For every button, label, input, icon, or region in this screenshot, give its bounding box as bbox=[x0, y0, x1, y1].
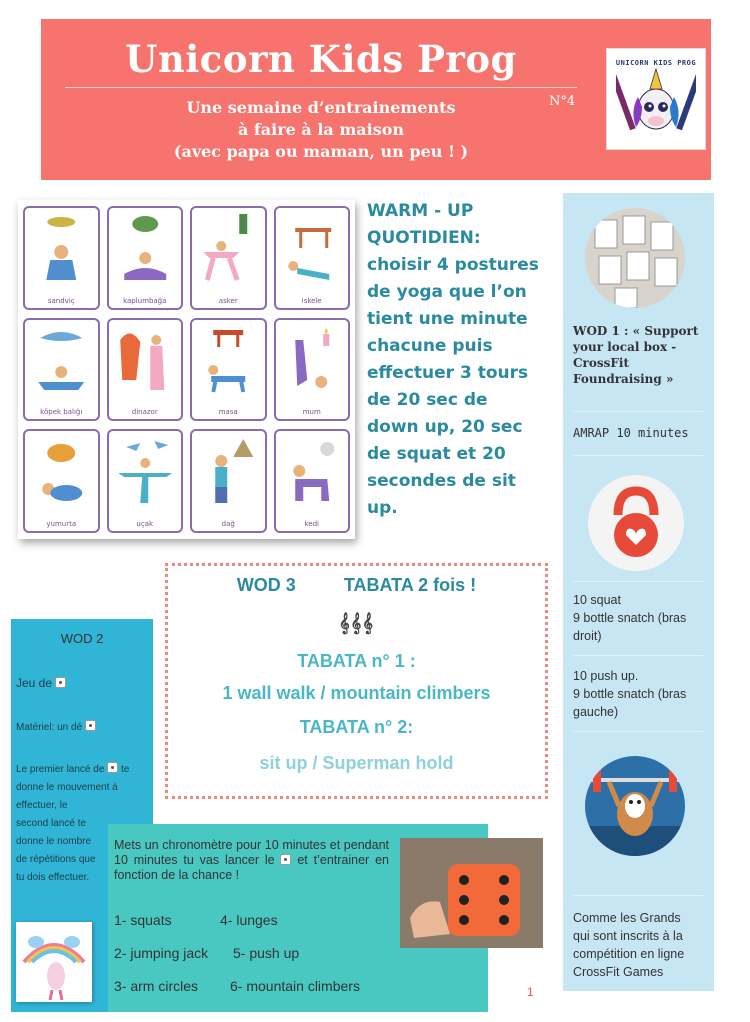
wod1-line: 10 squat bbox=[573, 593, 621, 607]
subtitle-line: à faire à la maison bbox=[237, 120, 405, 139]
dice-move-item: 5- push up bbox=[233, 945, 300, 961]
divider bbox=[573, 731, 703, 732]
wod2-rule-line: donne le nombre bbox=[16, 836, 92, 847]
wod1-block bbox=[573, 667, 711, 721]
warmup-line: chacune puis bbox=[367, 336, 493, 356]
warmup-line: de yoga que l’on bbox=[367, 282, 527, 302]
wod1-title-line: Foundraising » bbox=[573, 372, 674, 386]
divider bbox=[573, 455, 703, 456]
yoga-pose-illustration bbox=[109, 208, 182, 293]
warmup-line: choisir 4 postures bbox=[367, 255, 539, 275]
kettlebell-icon bbox=[588, 475, 684, 571]
page-title: Unicorn Kids Prog bbox=[125, 37, 517, 81]
wod2-rule-line: effectuer, le bbox=[16, 800, 68, 811]
yoga-card bbox=[190, 429, 267, 533]
header-banner bbox=[41, 19, 711, 180]
wod1-note-line: Comme les Grands bbox=[573, 911, 681, 925]
dice-move-item: 6- mountain climbers bbox=[230, 978, 360, 994]
wod3-box bbox=[165, 563, 548, 799]
yoga-pose-illustration bbox=[192, 320, 265, 405]
yoga-card bbox=[23, 429, 100, 533]
wod3-title: WOD 3 bbox=[236, 575, 296, 595]
warmup-text bbox=[367, 198, 552, 522]
wod2-jeu-label: Jeu de bbox=[16, 676, 53, 690]
wod1-line: 9 bottle snatch (bras bbox=[573, 611, 687, 625]
dice-move-item: 1- squats bbox=[114, 912, 172, 928]
wod2-rule-text: Le premier lancé de bbox=[16, 764, 105, 775]
yoga-caption: kedi bbox=[304, 519, 319, 528]
subtitle-line: Une semaine d’entrainements bbox=[186, 98, 456, 117]
warmup-line: QUOTIDIEN: bbox=[367, 228, 481, 248]
yoga-pose-illustration bbox=[276, 320, 349, 405]
yoga-pose-illustration bbox=[276, 431, 349, 516]
yoga-card bbox=[190, 206, 267, 310]
foam-dice-icon bbox=[400, 838, 543, 948]
yoga-caption: kaplumbağa bbox=[123, 296, 167, 305]
wod2-materiel bbox=[16, 719, 96, 737]
warmup-line: effectuer 3 tours bbox=[367, 363, 529, 383]
yoga-card bbox=[23, 206, 100, 310]
wod1-title-line: your local box - bbox=[573, 340, 677, 354]
instructions-text-part: Mets un chronomètre pour 10 minutes et pendant 10 minutes tu vas lancer le bbox=[114, 838, 389, 867]
yoga-card bbox=[274, 206, 351, 310]
warmup-line: down up, 20 sec bbox=[367, 417, 523, 437]
tabata2-title: TABATA n° 2: bbox=[299, 717, 414, 737]
warmup-line: tient une minute bbox=[367, 309, 528, 329]
yoga-caption: masa bbox=[218, 408, 238, 417]
amrap-label: AMRAP 10 minutes bbox=[573, 426, 689, 440]
yoga-card bbox=[190, 318, 267, 422]
yoga-caption: mum bbox=[302, 408, 321, 417]
dice-photo bbox=[400, 838, 543, 948]
unicorn-head-icon bbox=[616, 67, 696, 145]
yoga-caption: iskele bbox=[301, 296, 322, 305]
exercise-cards-icon bbox=[585, 208, 685, 308]
wod1-title-line: WOD 1 : « Support bbox=[573, 324, 699, 338]
wod1-line: 10 push up. bbox=[573, 669, 639, 683]
yoga-poses-grid bbox=[18, 200, 355, 539]
wod2-jeu bbox=[16, 674, 66, 692]
yoga-pose-illustration bbox=[276, 208, 349, 293]
yoga-pose-illustration bbox=[109, 320, 182, 405]
yoga-pose-illustration bbox=[25, 208, 98, 293]
wod2-rule-line: tu dois effectuer. bbox=[16, 872, 90, 883]
yoga-pose-illustration bbox=[25, 431, 98, 516]
wod1-note-line: compétition en ligne bbox=[573, 947, 685, 961]
wod1-note-line: qui sont inscrits à la bbox=[573, 929, 683, 943]
tabata1-title: TABATA n° 1 : bbox=[297, 651, 416, 671]
warmup-line: up. bbox=[367, 498, 398, 518]
yoga-card bbox=[274, 318, 351, 422]
wod1-line: 9 bottle snatch (bras bbox=[573, 687, 687, 701]
page-subtitle bbox=[101, 97, 541, 163]
unicorn-rainbow-image bbox=[16, 922, 92, 1002]
instructions-text-part: et t’entrainer en fonction de la chance ! bbox=[114, 853, 389, 882]
yoga-caption: dağ bbox=[221, 519, 235, 528]
dice-move-item: 2- jumping jack bbox=[114, 945, 209, 961]
wod3-subtitle: TABATA 2 fois ! bbox=[343, 575, 477, 595]
tabata1-body: 1 wall walk / mountain climbers bbox=[222, 683, 491, 703]
unicorn-logo bbox=[606, 48, 706, 150]
wod2-rule-line: Le premier lancé de te bbox=[16, 764, 130, 775]
wod2-materiel-label: Matériel: un dé bbox=[16, 722, 83, 733]
wod2-rule-line: de répétitions que bbox=[16, 854, 96, 865]
yoga-card bbox=[107, 206, 184, 310]
wod1-block bbox=[573, 591, 711, 645]
dice-icon bbox=[107, 762, 118, 773]
yoga-pose-illustration bbox=[192, 208, 265, 293]
title-rule bbox=[65, 87, 577, 88]
yoga-card bbox=[274, 429, 351, 533]
wod1-line: gauche) bbox=[573, 705, 619, 719]
warmup-line: secondes de sit bbox=[367, 471, 516, 491]
wod1-note bbox=[573, 909, 711, 981]
yoga-pose-illustration bbox=[192, 431, 265, 516]
dice-icon bbox=[280, 854, 291, 865]
yoga-pose-illustration bbox=[109, 431, 182, 516]
kettlebell-photo bbox=[588, 475, 684, 571]
wod2-rule-line: second lancé te bbox=[16, 818, 87, 829]
issue-number: N°4 bbox=[549, 94, 576, 109]
unicorn-rainbow-icon bbox=[16, 922, 92, 1002]
subtitle-line: (avec papa ou maman, un peu ! ) bbox=[173, 142, 469, 161]
wod2-title: WOD 2 bbox=[60, 631, 104, 646]
warmup-line: WARM - UP bbox=[367, 201, 474, 221]
yoga-caption: asker bbox=[218, 296, 238, 305]
music-notes-icon: 𝄞𝄞𝄞 bbox=[339, 613, 374, 633]
page-number: 1 bbox=[527, 985, 534, 999]
yoga-card bbox=[107, 318, 184, 422]
yoga-caption: dinazor bbox=[131, 408, 158, 417]
warmup-line: de squat et 20 bbox=[367, 444, 506, 464]
yoga-caption: sandviç bbox=[47, 296, 75, 305]
weightlifting-photo bbox=[585, 756, 685, 856]
cards-photo bbox=[585, 208, 685, 308]
divider bbox=[573, 411, 703, 412]
warmup-line: de 20 sec de bbox=[367, 390, 488, 410]
yoga-card bbox=[23, 318, 100, 422]
wod1-title-line: CrossFit bbox=[573, 356, 630, 370]
divider bbox=[573, 581, 703, 582]
wod3-header bbox=[168, 575, 545, 596]
dice-icon bbox=[85, 720, 96, 731]
instructions-text bbox=[114, 838, 389, 883]
wod1-column bbox=[563, 193, 714, 991]
logo-text: UNICORN KIDS PROG bbox=[615, 59, 697, 67]
wod2-rule-line: donne le mouvement à bbox=[16, 782, 118, 793]
yoga-caption: köpek balığı bbox=[40, 408, 83, 417]
dice-move-item: 3- arm circles bbox=[114, 978, 199, 994]
divider bbox=[573, 655, 703, 656]
dice-move-item: 4- lunges bbox=[220, 912, 278, 928]
yoga-caption: uçak bbox=[136, 519, 154, 528]
dice-icon bbox=[55, 677, 66, 688]
yoga-caption: yumurta bbox=[46, 519, 77, 528]
divider bbox=[573, 895, 703, 896]
tabata2-body: sit up / Superman hold bbox=[259, 753, 454, 773]
yoga-card bbox=[107, 429, 184, 533]
guinea-pig-lifter-icon bbox=[585, 756, 685, 856]
wod1-note-line: CrossFit Games bbox=[573, 965, 664, 979]
wod1-line: droit) bbox=[573, 629, 602, 643]
wod1-title bbox=[573, 323, 708, 387]
yoga-pose-illustration bbox=[25, 320, 98, 405]
